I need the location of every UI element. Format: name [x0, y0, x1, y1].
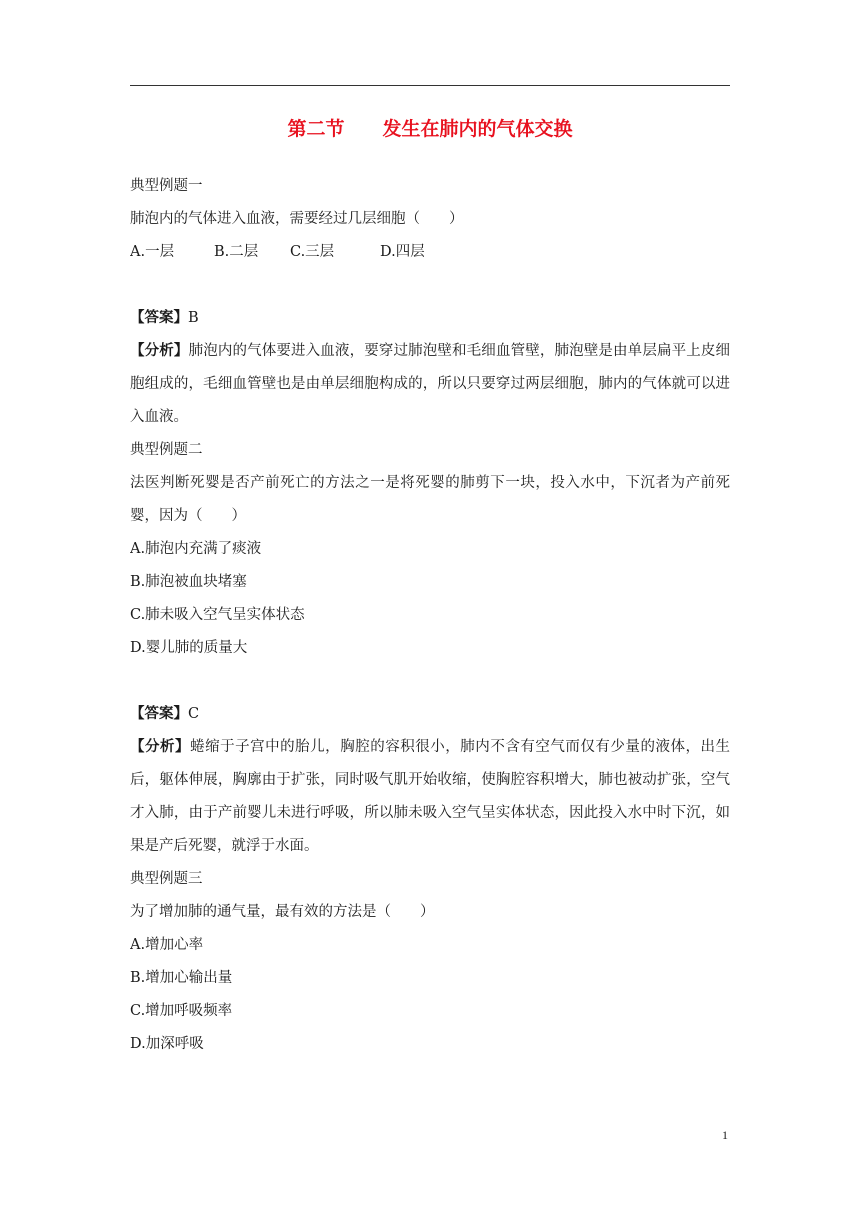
example2-heading: 典型例题二	[130, 442, 203, 458]
analysis-text: 蜷缩于子宫中的胎儿，胸腔的容积很小，肺内不含有空气而仅有少量的液体，出生后，躯体伸展，胸廓由于扩张，同时吸气肌开始收缩，使胸腔容积增大，肺也被动扩张，空气才入肺，由于产前婴儿未进行呼吸，所以肺未吸入空气呈实体状态，因此投入水中时下沉，如果是产后死婴，就浮于水面。	[130, 739, 731, 854]
example3-option-a: A.增加心率	[130, 937, 204, 953]
page-title: 第二节 发生在肺内的气体交换	[287, 118, 573, 140]
example1-question: 肺泡内的气体进入血液，需要经过几层细胞（ ）	[130, 211, 464, 227]
example3-heading: 典型例题三	[130, 871, 203, 887]
example2-question: 法医判断死婴是否产前死亡的方法之一是将死婴的肺剪下一块，投入水中，下沉者为产前死婴，因为（ ）	[130, 475, 730, 524]
answer-value: B	[188, 310, 199, 326]
example1-answer	[130, 302, 730, 335]
example1-option-a: A.一层	[130, 244, 175, 260]
spacer	[130, 269, 730, 302]
spacer	[130, 665, 730, 698]
example2-answer	[130, 698, 730, 731]
example2-option-b: B.肺泡被血块堵塞	[130, 574, 247, 590]
analysis-text: 肺泡内的气体要进入血液，要穿过肺泡壁和毛细血管壁，肺泡壁是由单层扁平上皮细胞组成的，毛细血管壁也是由单层细胞构成的，所以只要穿过两层细胞，肺内的气体就可以进入血液。	[130, 343, 731, 425]
answer-tag: 【答案】	[130, 310, 188, 326]
example1-analysis	[130, 335, 730, 434]
analysis-tag: 【分析】	[130, 343, 189, 359]
example3-option-c: C.增加呼吸频率	[130, 1003, 233, 1019]
page-number: 1	[722, 1128, 728, 1142]
example1-options	[130, 236, 730, 269]
example3-question: 为了增加肺的通气量，最有效的方法是（ ）	[130, 904, 435, 920]
document-body	[130, 170, 730, 1061]
example2-option-d: D.婴儿肺的质量大	[130, 640, 248, 656]
example3-option-d: D.加深呼吸	[130, 1036, 204, 1052]
example3-option-b: B.增加心输出量	[130, 970, 233, 986]
answer-value: C	[188, 706, 200, 722]
example1-option-c: C.三层	[290, 244, 335, 260]
analysis-tag: 【分析】	[130, 739, 191, 755]
example2-analysis	[130, 731, 730, 863]
example2-option-c: C.肺未吸入空气呈实体状态	[130, 607, 305, 623]
header-rule	[130, 85, 730, 86]
example2-option-a: A.肺泡内充满了痰液	[130, 541, 262, 557]
answer-tag: 【答案】	[130, 706, 188, 722]
example1-option-b: B.二层	[214, 244, 259, 260]
example1-option-d: D.四层	[380, 244, 425, 260]
example1-heading: 典型例题一	[130, 178, 203, 194]
